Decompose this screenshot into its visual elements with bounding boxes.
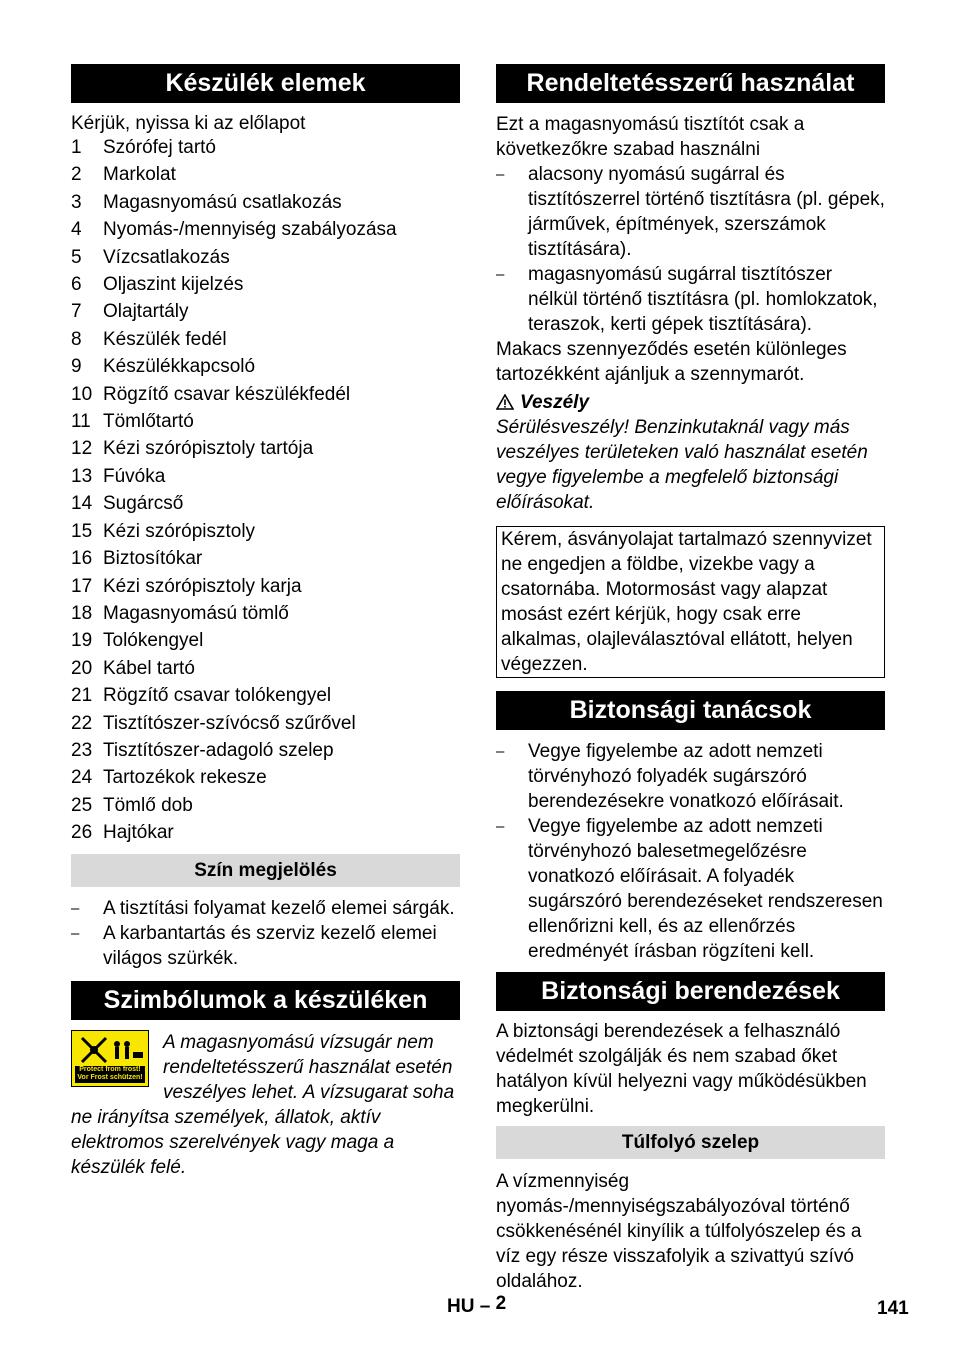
heading-safety-tips: Biztonsági tanácsok <box>496 691 885 730</box>
list-item <box>71 737 460 764</box>
part-number: 19 <box>71 630 93 652</box>
water-jet-warning-icon <box>72 1032 148 1068</box>
list-item <box>71 710 460 737</box>
list-item <box>71 161 460 188</box>
part-number: 6 <box>71 274 82 296</box>
heading-safety-devices: Biztonsági berendezések <box>496 972 885 1011</box>
list-item <box>71 545 460 572</box>
part-number: 21 <box>71 685 93 707</box>
part-label: Sugárcső <box>103 493 184 515</box>
list-item <box>71 819 460 846</box>
part-label: Tömlő dob <box>103 794 193 816</box>
part-number: 9 <box>71 356 82 378</box>
part-label: Rögzítő csavar készülékfedél <box>103 383 351 405</box>
list-item <box>71 655 460 682</box>
part-label: Tartozékok rekesze <box>103 767 267 789</box>
part-number: 22 <box>71 712 93 734</box>
color-list <box>71 896 460 971</box>
list-item: – Vegye figyelembe az adott nemzeti törvényhozó balesetmegelőzésre vonatkozó előírásait. A folyadék sugárszóró berendezéseket rendszeresen ellenőrizni kell, és az ellenőrzés eredményét írásban rögzíteni kell. <box>496 814 885 964</box>
footer-dash: – <box>479 1296 491 1317</box>
page-number: 141 <box>877 1298 909 1319</box>
list-item: – A tisztítási folyamat kezelő elemei sárgák. <box>71 896 460 921</box>
part-label: Készülékkapcsoló <box>103 356 256 378</box>
heading-intended-use: Rendeltetésszerű használat <box>496 64 885 103</box>
part-number: 15 <box>71 520 93 542</box>
environment-note-box: Kérem, ásványolajat tartalmazó szennyvizet ne engedjen a földbe, vizekbe vagy a csatornába. Motormosást vagy alapzat mosást ezért kérjük, hogy csak erre alkalmas, olajleválasztóval ellátott, helyen végezzen. <box>496 526 885 678</box>
heading-symbols: Szimbólumok a készüléken <box>71 981 460 1020</box>
danger-text: Sérülésveszély! Benzinkutaknál vagy más veszélyes területeken való használat esetén vegye figyelembe a megfelelő biztonsági előírásokat. <box>496 417 868 513</box>
list-item <box>71 600 460 627</box>
part-number: 20 <box>71 657 93 679</box>
part-number: 4 <box>71 219 82 241</box>
part-label: Tolókengyel <box>103 630 204 652</box>
part-number: 23 <box>71 739 93 761</box>
part-label: Kábel tartó <box>103 657 195 679</box>
part-label: Olajtartály <box>103 301 189 323</box>
list-item <box>71 298 460 325</box>
list-item <box>71 573 460 600</box>
part-label: Készülék fedél <box>103 328 227 350</box>
part-number: 3 <box>71 191 82 213</box>
list-item <box>71 435 460 462</box>
list-item <box>71 271 460 298</box>
symbol-description: A magasnyomású vízsugár nem rendeltetésszerű használat esetén veszélyes lehet. A vízsugarat soha ne irányítsa személyek, állatok, aktív elektromos szerelvények vagy maga a készülék felé. <box>71 1031 455 1178</box>
part-number: 1 <box>71 137 82 158</box>
part-number: 13 <box>71 465 93 487</box>
part-label: Kézi szórópisztoly tartója <box>103 438 314 460</box>
heading-overflow-valve: Túlfolyó szelep <box>496 1126 885 1159</box>
list-item <box>71 792 460 819</box>
list-item <box>71 134 460 161</box>
danger-label: Veszély <box>520 392 590 413</box>
part-number: 26 <box>71 822 93 844</box>
part-label: Biztosítókar <box>103 548 203 570</box>
footer-language <box>447 1293 507 1318</box>
part-number: 25 <box>71 794 93 816</box>
part-label: Tisztítószer-adagoló szelep <box>103 739 334 761</box>
list-item <box>71 627 460 654</box>
frost-warning-text: Protect from frost! Vor Frost schützen! <box>75 1066 145 1083</box>
list-item <box>71 408 460 435</box>
part-label: Markolat <box>103 164 176 186</box>
use-intro: Ezt a magasnyomású tisztítót csak a következőkre szabad használni <box>496 114 805 160</box>
part-number: 2 <box>71 164 82 186</box>
list-item <box>71 244 460 271</box>
part-label: Oljaszint kijelzés <box>103 274 244 296</box>
parts-intro: Kérjük, nyissa ki az előlapot <box>71 113 306 134</box>
use-list <box>496 162 885 337</box>
part-number: 18 <box>71 602 93 624</box>
part-label: Szórófej tartó <box>103 137 216 158</box>
left-column <box>71 64 460 1180</box>
part-label: Nyomás-/mennyiség szabályozása <box>103 219 397 241</box>
list-item <box>71 518 460 545</box>
list-item <box>71 682 460 709</box>
safety-devices-text: A biztonsági berendezések a felhasználó védelmét szolgálják és nem szabad őket hatályon kívül helyezni vagy működésükben megkerülni. <box>496 1021 867 1117</box>
part-number: 7 <box>71 301 82 323</box>
list-item: – Vegye figyelembe az adott nemzeti törvényhozó folyadék sugárszóró berendezésekre vonatkozó előírásait. <box>496 739 885 814</box>
overflow-valve-text: A vízmennyiség nyomás-/mennyiségszabályozóval történő csökkenésénél kinyílik a túlfolyószelep és a víz egy része visszafolyik a szivattyú szívó oldalához. <box>496 1171 862 1292</box>
part-number: 16 <box>71 548 93 570</box>
part-label: Magasnyomású tömlő <box>103 602 289 624</box>
heading-color-marking: Szín megjelölés <box>71 854 460 887</box>
list-item <box>71 463 460 490</box>
dirt-note: Makacs szennyeződés esetén különleges tartozékként ajánljuk a szennymarót. <box>496 339 847 385</box>
list-item <box>71 490 460 517</box>
list-item <box>71 764 460 791</box>
symbol-block <box>71 1030 460 1180</box>
right-column <box>496 64 885 1294</box>
parts-list <box>71 134 460 847</box>
safety-list <box>496 739 885 964</box>
list-item: – A karbantartás és szerviz kezelő elemei világos szürkék. <box>71 921 460 971</box>
part-label: Fúvóka <box>103 465 166 487</box>
list-item <box>71 216 460 243</box>
part-number: 8 <box>71 328 82 350</box>
part-label: Hajtókar <box>103 822 174 844</box>
list-item <box>71 353 460 380</box>
list-item <box>71 189 460 216</box>
part-label: Tömlőtartó <box>103 411 194 433</box>
part-number: 5 <box>71 246 82 268</box>
part-number: 14 <box>71 493 93 515</box>
heading-device-parts: Készülék elemek <box>71 64 460 103</box>
frost-warning-icon <box>71 1030 149 1087</box>
footer-lang-code: HU <box>447 1296 475 1317</box>
part-number: 10 <box>71 383 93 405</box>
list-item <box>71 326 460 353</box>
part-label: Vízcsatlakozás <box>103 246 230 268</box>
list-item <box>71 381 460 408</box>
part-number: 24 <box>71 767 93 789</box>
footer-sub-page: 2 <box>495 1293 507 1314</box>
part-label: Kézi szórópisztoly <box>103 520 256 542</box>
part-label: Tisztítószer-szívócső szűrővel <box>103 712 356 734</box>
part-label: Kézi szórópisztoly karja <box>103 575 302 597</box>
list-item: – alacsony nyomású sugárral és tisztítószerrel történő tisztításra (pl. gépek, járművek, építmények, szerszámok tisztítására). <box>496 162 885 262</box>
warning-triangle-icon <box>496 394 514 410</box>
danger-heading <box>496 390 885 415</box>
list-item: – magasnyomású sugárral tisztítószer nélkül történő tisztításra (pl. homlokzatok, teraszok, kerti gépek tisztítására). <box>496 262 885 337</box>
part-number: 12 <box>71 438 93 460</box>
part-number: 17 <box>71 575 93 597</box>
part-label: Rögzítő csavar tolókengyel <box>103 685 332 707</box>
part-number: 11 <box>71 411 91 433</box>
part-label: Magasnyomású csatlakozás <box>103 191 342 213</box>
